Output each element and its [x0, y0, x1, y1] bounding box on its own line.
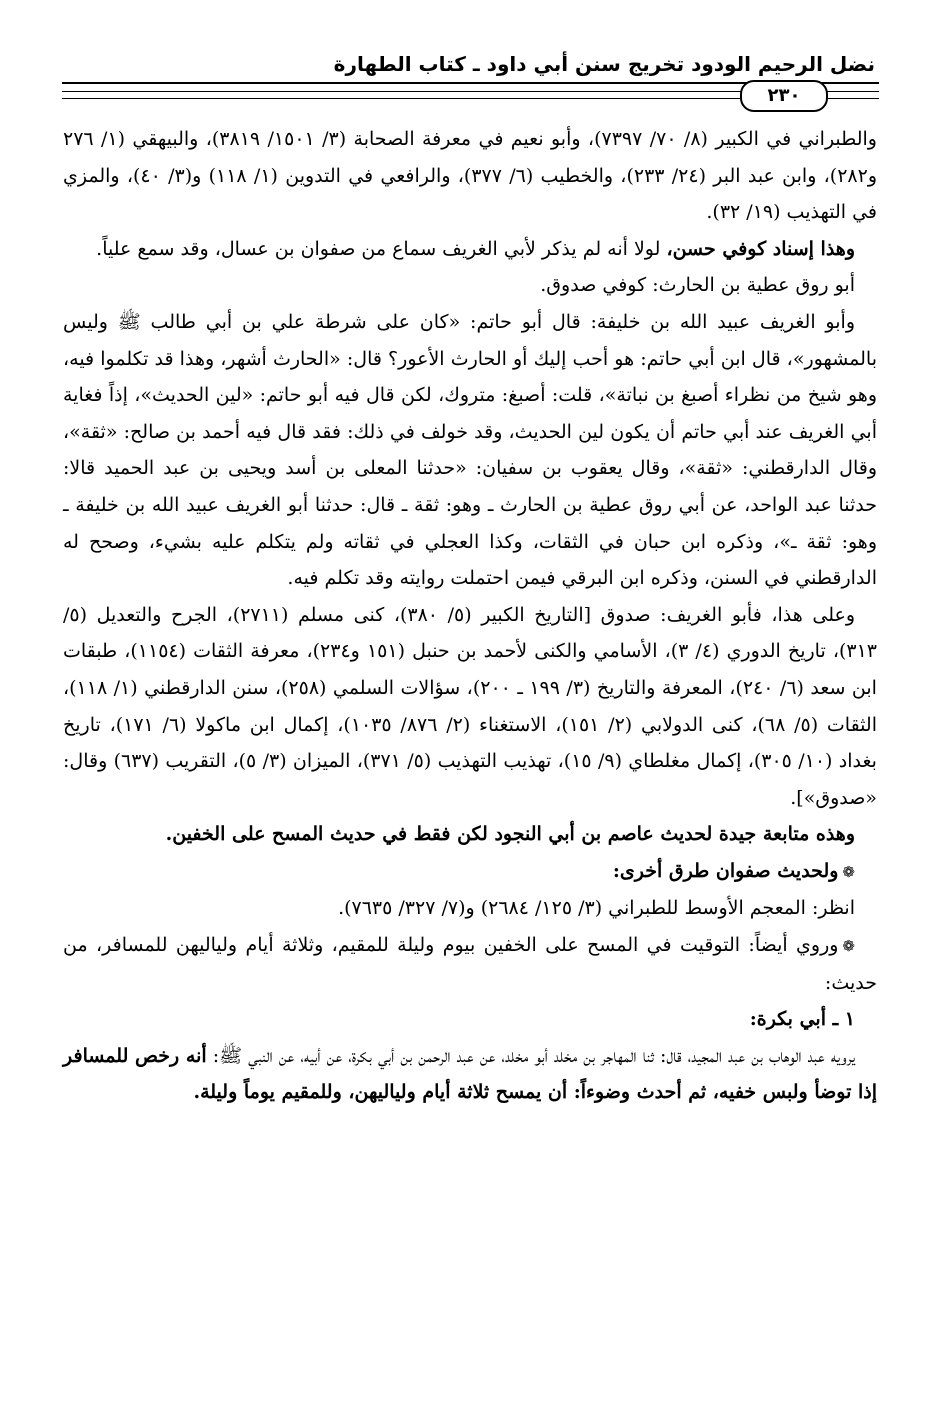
paragraph: [63, 1038, 877, 1111]
paragraph-text: وعلى هذا، فأبو الغريف: صدوق [التاريخ الكبير (٥/ ٣٨٠)، كنى مسلم (٢٧١١)، الجرح والتعديل (٥/ ٣١٣)، تاريخ الدوري (٤/ ٣)، الأسامي والكنى لأحمد بن حنبل (١٥١ و٢٣٤)، معرفة الثقات (١١٥٤)، طبقات ابن سعد (٦/ ٢٤٠)، المعرفة والتاريخ (٣/ ١٩٩ ـ ٢٠٠)، سؤالات السلمي (٢٥٨)، سنن الدارقطني (١/ ١١٨)، الثقات (٥/ ٦٨)، كنى الدولابي (٢/ ١٥١)، الاستغناء (٢/ ٨٧٦/ ١٠٣٥)، إكمال ابن ماكولا (٦/ ١٧١)، تاريخ بغداد (١٠/ ٣٠٥)، إكمال مغلطاي (٩/ ١٥)، تهذيب التهذيب (٥/ ٣٧١)، الميزان (٣/ ٥)، التقريب (٦٣٧) وقال: «صدوق»].: [63, 603, 877, 809]
paragraph-text: انظر: المعجم الأوسط للطبراني (٣/ ١٢٥/ ٢٦٨٤) و(٧/ ٣٢٧/ ٧٦٣٥).: [338, 897, 855, 920]
paragraph-text: يرويه عبد الوهاب بن عبد المجيد، قال: ثنا المهاجر بن مخلد أبو مخلد، عن عبد الرحمن بن أبي بكرة، عن أبيه، عن النبي ﷺ:: [206, 1044, 855, 1067]
paragraph-text: أبو روق عطية بن الحارث: كوفي صدوق.: [540, 274, 855, 297]
paragraph: [63, 121, 877, 231]
running-header: نضل الرحيم الودود تخريج سنن أبي داود ـ كتاب الطهارة: [333, 52, 875, 76]
paragraph: [63, 927, 877, 1001]
page-number: ٢٣٠: [740, 80, 828, 112]
paragraph-bold: وهذه متابعة جيدة لحديث عاصم بن أبي النجود لكن فقط في حديث المسح على الخفين.: [165, 823, 855, 846]
paragraph: [63, 853, 877, 891]
paragraph: [63, 890, 877, 927]
paragraph: [63, 231, 877, 268]
ornament-icon: ❁: [842, 937, 855, 956]
paragraph: [63, 304, 877, 597]
paragraph-text: والطبراني في الكبير (٨/ ٧٠/ ٧٣٩٧)، وأبو نعيم في معرفة الصحابة (٣/ ١٥٠١/ ٣٨١٩)، والبيهقي (١/ ٢٧٦ و٢٨٢)، وابن عبد البر (٢٤/ ٢٣٣)، والخطيب (٦/ ٣٧٧)، والرافعي في التدوين (١/ ١١٨) و(٣/ ٤٠)، والمزي في التهذيب (١٩/ ٣٢).: [63, 128, 877, 224]
paragraph-text: وأبو الغريف عبيد الله بن خليفة: قال أبو حاتم: «كان على شرطة علي بن أبي طالب ﷺ وليس بالمشهور»، قال ابن أبي حاتم: هو أحب إليك أو الحارث الأعور؟ قال: «الحارث أشهر، وهذا قد تكلموا فيه، وهو شيخ من نظراء أصبغ بن نباتة»، قلت: أصبغ: متروك، لكن قال فيه أبو حاتم: «لين الحديث»، إذاً فغاية أبي الغريف عند أبي حاتم أن يكون لين الحديث، وقد خولف في ذلك: فقد قال فيه أحمد بن صالح: «ثقة»، وقال الدارقطني: «ثقة»، وقال يعقوب بن سفيان: «حدثنا المعلى بن أسد ويحيى بن عبد الحميد قالا: حدثنا عبد الواحد، عن أبي روق عطية بن الحارث ـ وهو: ثقة ـ قال: حدثنا أبو الغريف عبيد الله بن خليفة ـ وهو: ثقة ـ»، وذكره ابن حبان في الثقات، وكذا العجلي في ثقاته ولم يتكلم عليه بشيء، وصحح له الدارقطني في السنن، وذكره ابن البرقي فيمن احتملت روايته وقد تكلم فيه.: [63, 310, 877, 590]
paragraph-bold: أنه رخص للمسافر إذا توضأ ولبس خفيه، ثم أحدث وضوءاً: أن يمسح ثلاثة أيام ولياليهن، وللمقيم يوماً وليلة.: [63, 1044, 877, 1104]
paragraph-text: لولا أنه لم يذكر لأبي الغريف سماع من صفوان بن عسال، وقد سمع علياً.: [96, 237, 667, 260]
section-heading: ١ ـ أبي بكرة:: [749, 1008, 855, 1031]
paragraph-bold: ولحديث صفوان طرق أخرى:: [612, 859, 839, 882]
ornament-icon: ❁: [842, 862, 855, 881]
paragraph: [63, 597, 877, 817]
paragraph: [63, 1001, 877, 1038]
paragraph: [63, 267, 877, 304]
paragraph-text: وروي أيضاً: التوقيت في المسح على الخفين بيوم وليلة للمقيم، وثلاثة أيام ولياليهن للمسافر، من حديث:: [63, 934, 877, 994]
paragraph: [63, 816, 877, 853]
body-text: [63, 121, 877, 1111]
paragraph-bold: وهذا إسناد كوفي حسن،: [666, 237, 855, 260]
